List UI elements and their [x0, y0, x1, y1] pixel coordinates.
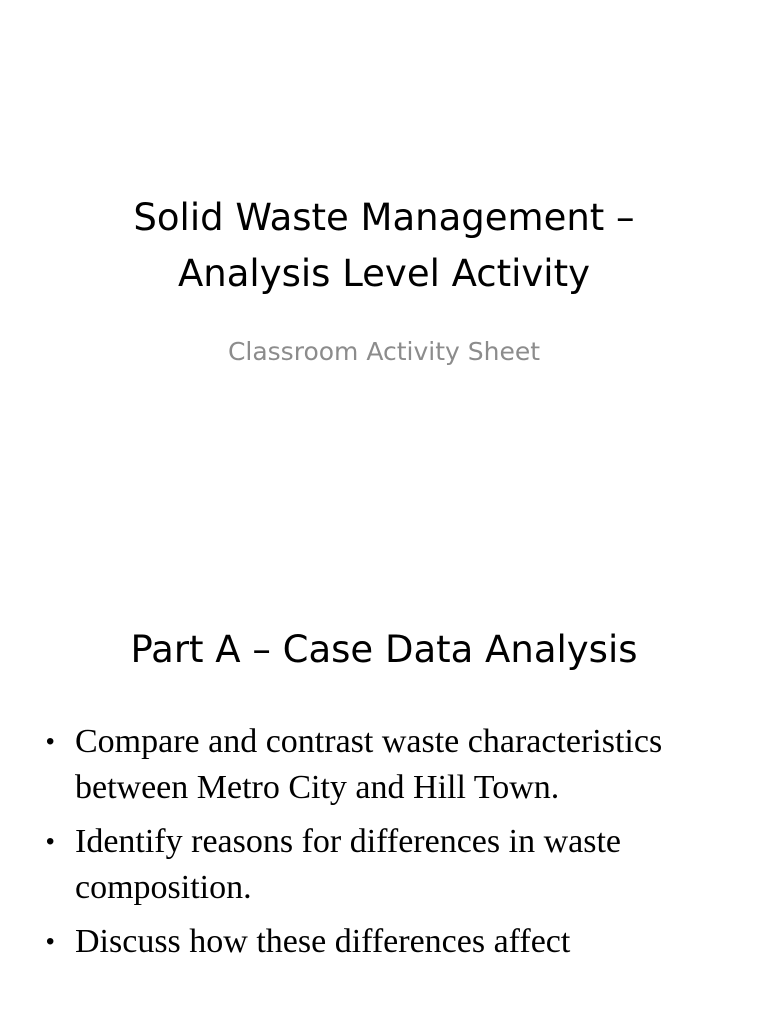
part-a-slide [0, 576, 768, 1024]
bullet-text: Identify reasons for differences in waste composition. [75, 823, 621, 906]
title-line-1: Solid Waste Management – [133, 196, 635, 239]
bullet-icon: • [46, 828, 55, 855]
bullet-icon: • [46, 728, 55, 755]
bullet-icon: • [46, 928, 55, 955]
title-line-2: Analysis Level Activity [177, 252, 590, 295]
page-title [40, 190, 728, 302]
bullet-item-2 [40, 819, 710, 911]
section-heading: Part A – Case Data Analysis [130, 628, 638, 671]
bullet-item-3 [40, 919, 710, 965]
bullet-text: Compare and contrast waste characteristics between Metro City and Hill Town. [75, 723, 663, 806]
bullet-text: Discuss how these differences affect [75, 923, 571, 960]
bullet-item-1 [40, 719, 710, 811]
page-subtitle: Classroom Activity Sheet [227, 337, 541, 366]
bullet-list [40, 719, 710, 973]
